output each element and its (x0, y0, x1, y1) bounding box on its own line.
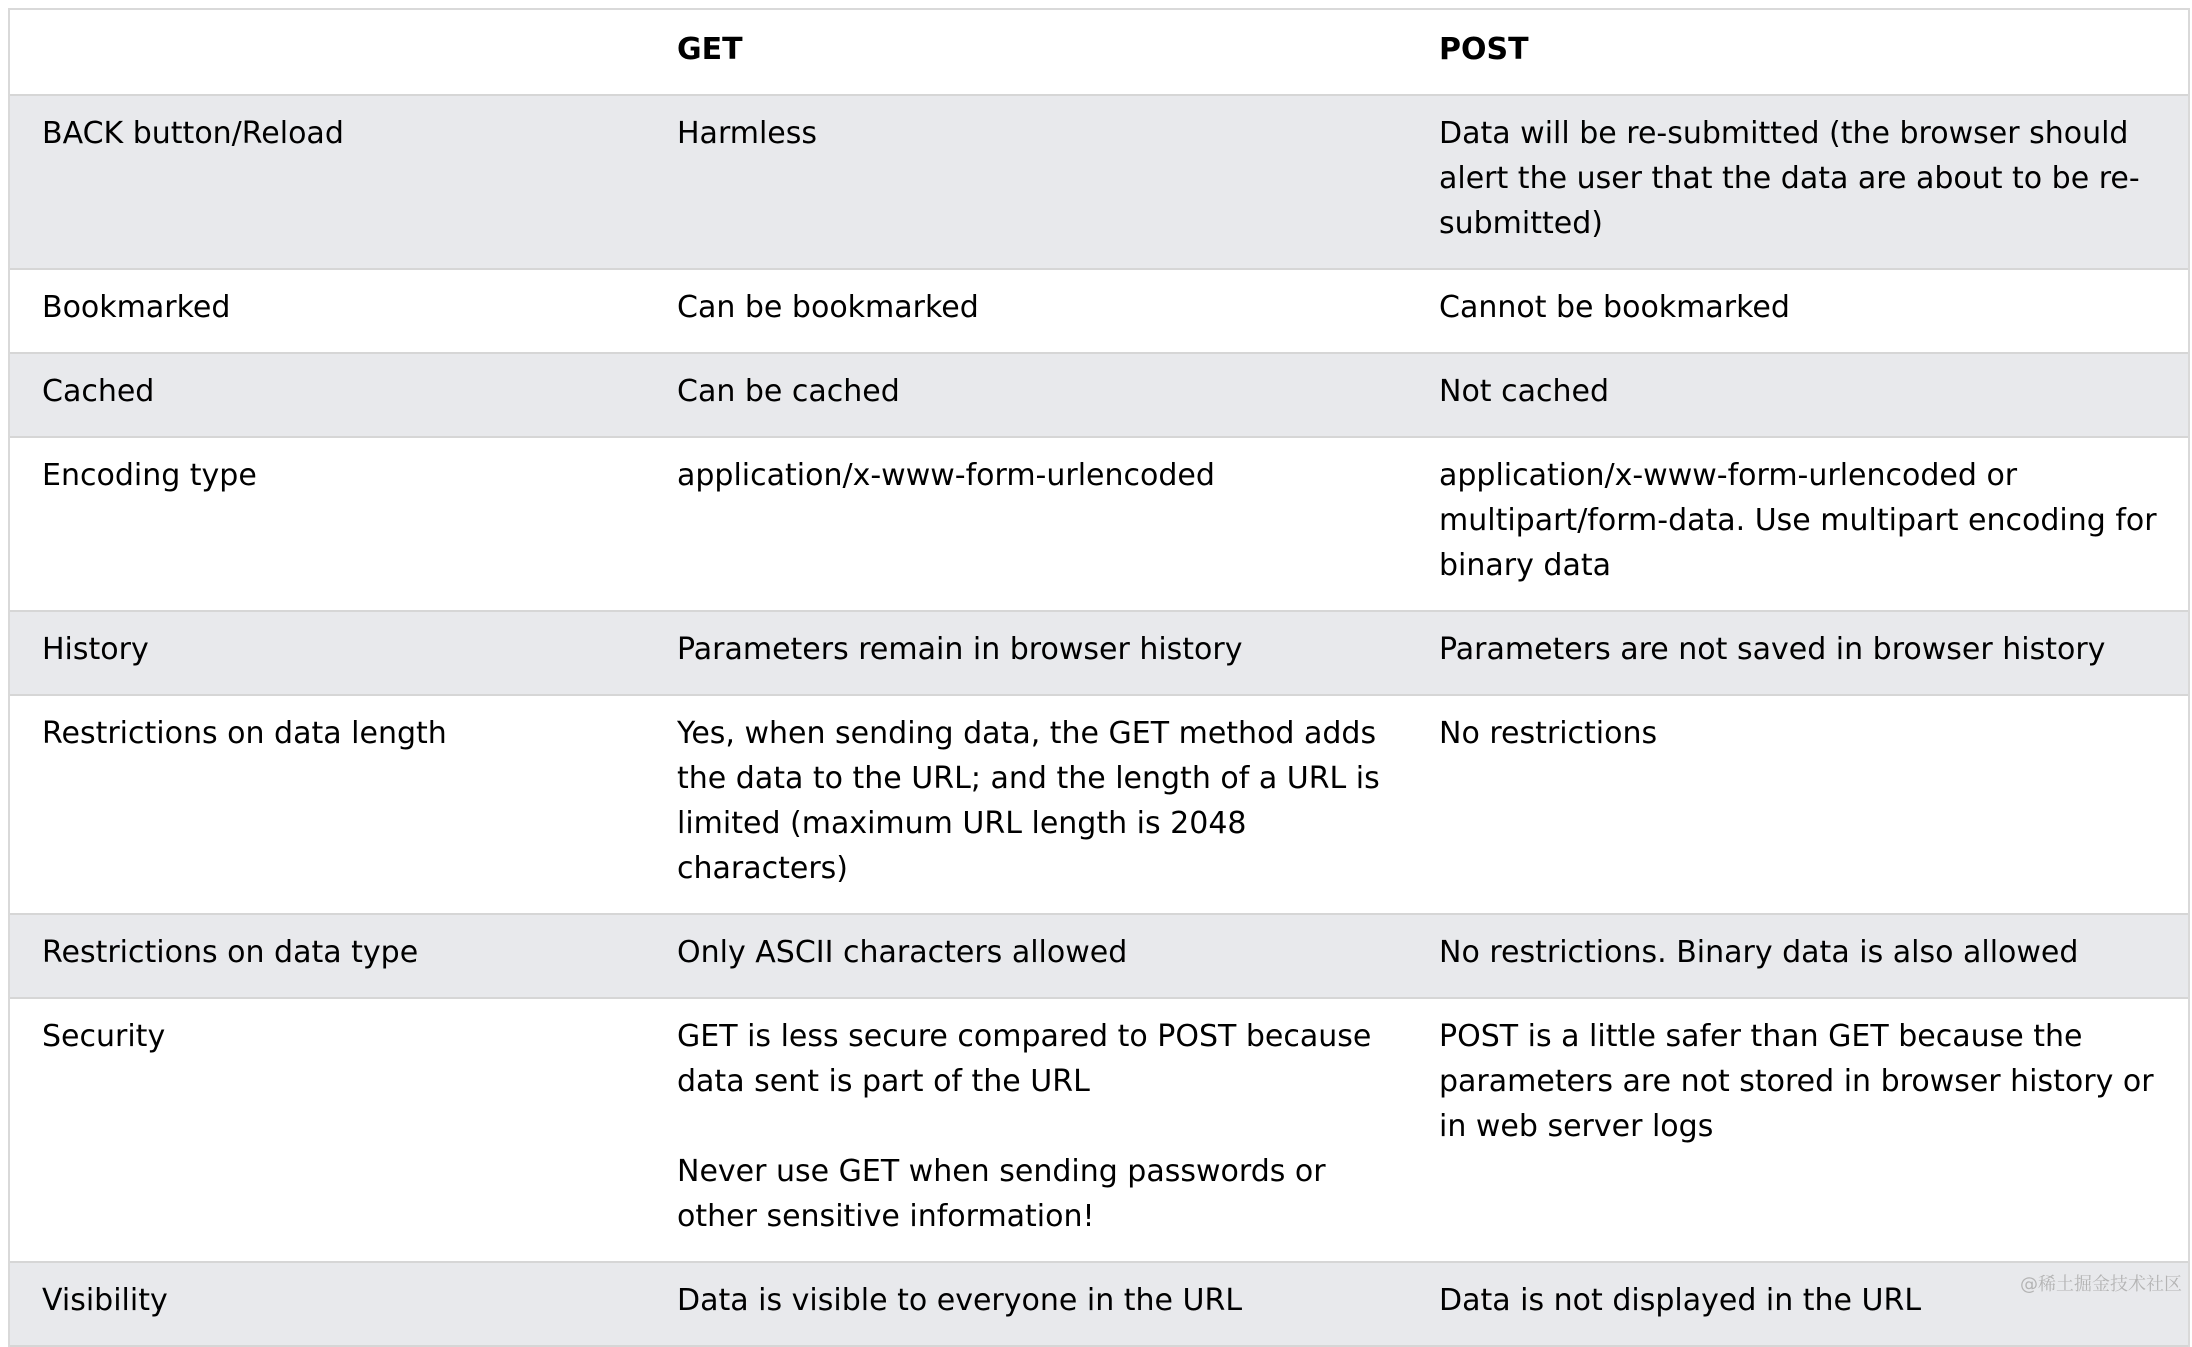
table-row (10, 353, 2188, 437)
table-row (10, 1262, 2188, 1346)
get-cell (645, 998, 1407, 1262)
table-row (10, 998, 2188, 1262)
row-label: Restrictions on data type (10, 914, 645, 998)
get-text: Parameters remain in browser history (677, 632, 1243, 667)
get-cell (645, 695, 1407, 914)
get-cell (645, 437, 1407, 611)
post-cell (1407, 695, 2188, 914)
post-text: Not cached (1439, 374, 1609, 409)
row-label: Restrictions on data length (10, 695, 645, 914)
post-text: Data is not displayed in the URL (1439, 1283, 1922, 1318)
header-post: POST (1407, 10, 2188, 95)
row-label: Security (10, 998, 645, 1262)
header-empty (10, 10, 645, 95)
row-label: Encoding type (10, 437, 645, 611)
post-cell (1407, 353, 2188, 437)
post-text: No restrictions (1439, 716, 1658, 751)
get-text: Can be cached (677, 374, 900, 409)
row-label: BACK button/Reload (10, 95, 645, 269)
get-vs-post-table (10, 10, 2188, 1347)
get-text: Data is visible to everyone in the URL (677, 1283, 1243, 1318)
get-text: Harmless (677, 116, 818, 151)
post-cell (1407, 914, 2188, 998)
table-header-row (10, 10, 2188, 95)
get-cell (645, 914, 1407, 998)
get-text: Yes, when sending data, the GET method adds the data to the URL; and the length of a URL is limited (maximum URL length is 2048 characters) (677, 716, 1380, 886)
post-cell (1407, 437, 2188, 611)
table-row (10, 695, 2188, 914)
table-row (10, 95, 2188, 269)
table-row (10, 437, 2188, 611)
row-label: Visibility (10, 1262, 645, 1346)
post-text: No restrictions. Binary data is also allowed (1439, 935, 2079, 970)
table-row (10, 914, 2188, 998)
post-text: Cannot be bookmarked (1439, 290, 1790, 325)
row-label: Cached (10, 353, 645, 437)
row-label: Bookmarked (10, 269, 645, 353)
get-text: Only ASCII characters allowed (677, 935, 1128, 970)
get-cell (645, 1262, 1407, 1346)
get-warning-text: Never use GET when sending passwords or other sensitive information! (677, 1154, 1326, 1234)
get-cell (645, 95, 1407, 269)
get-text: GET is less secure compared to POST because data sent is part of the URL (677, 1019, 1372, 1099)
watermark: @稀土掘金技术社区 (2020, 1274, 2182, 1295)
get-cell (645, 269, 1407, 353)
get-text: application/x-www-form-urlencoded (677, 458, 1215, 493)
post-text: Parameters are not saved in browser history (1439, 632, 2106, 667)
get-cell (645, 611, 1407, 695)
post-text: application/x-www-form-urlencoded or multipart/form-data. Use multipart encoding for binary data (1439, 458, 2157, 583)
post-cell (1407, 611, 2188, 695)
get-cell (645, 353, 1407, 437)
row-label: History (10, 611, 645, 695)
header-get: GET (645, 10, 1407, 95)
table-row (10, 269, 2188, 353)
comparison-table-container (8, 8, 2190, 1347)
post-cell (1407, 95, 2188, 269)
post-text: Data will be re-submitted (the browser should alert the user that the data are about to be re-submitted) (1439, 116, 2140, 241)
post-cell (1407, 998, 2188, 1262)
post-text: POST is a little safer than GET because the parameters are not stored in browser history or in web server logs (1439, 1019, 2154, 1144)
get-text: Can be bookmarked (677, 290, 979, 325)
table-row (10, 611, 2188, 695)
post-cell (1407, 269, 2188, 353)
